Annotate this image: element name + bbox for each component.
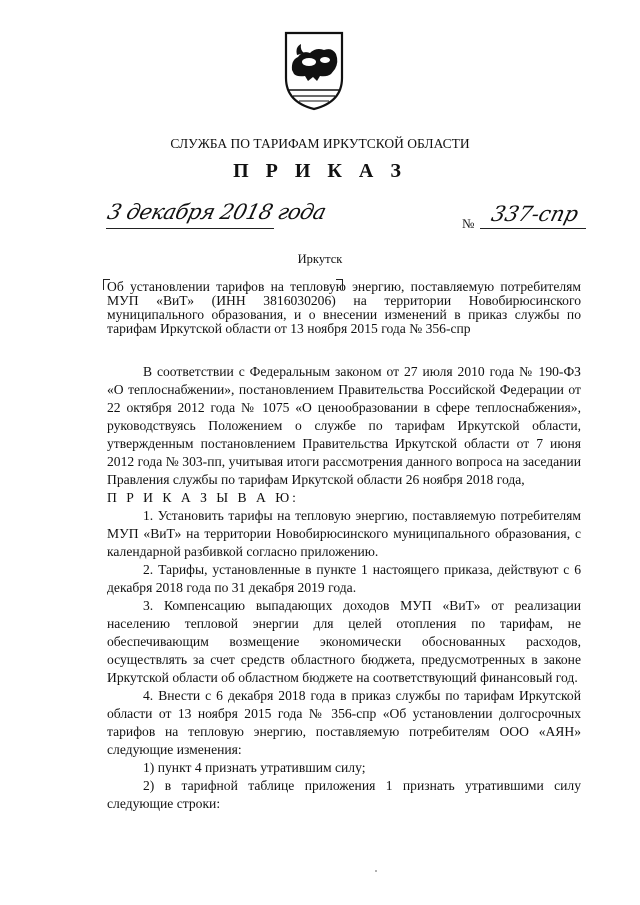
handwritten-number: 337-спр (489, 202, 581, 226)
item-2-paragraph: 2. Тарифы, установленные в пункте 1 настоящего приказа, действуют с 6 декабря 2018 года по 31 декабря 2019 года. (107, 562, 581, 595)
document-subject: Об установлении тарифов на тепловую энергию, поставляемую потребителям МУП «ВиТ» (ИНН 3816030206) на территории Новобирюсинского муниципального образования, и о внесении изменений в приказ службы по тарифам Иркутской области от 13 ноября 2015 года № 356-спр (107, 279, 581, 336)
number-underline (480, 228, 586, 229)
document-body (107, 363, 581, 813)
item-4-paragraph: 4. Внести с 6 декабря 2018 года в приказ службы по тарифам Иркутской области от 13 ноября 2015 года № 356-спр «Об установлении долгосрочных тарифов на тепловую энергию, поставляемую потребителям ООО «АЯН» следующие изменения: (107, 688, 581, 757)
scan-speck (375, 870, 377, 872)
order-heading: П Р И К А З Ы В А Ю: (107, 490, 299, 505)
item-1-paragraph: 1. Установить тарифы на тепловую энергию, поставляемую потребителям МУП «ВиТ» на территории Новобирюсинского муниципального образования, с календарной разбивкой согласно приложению. (107, 508, 581, 559)
irkutsk-babr-emblem-icon (283, 30, 345, 112)
subitem-1-paragraph: 1) пункт 4 признать утратившим силу; (143, 760, 366, 775)
subitem-2-paragraph: 2) в тарифной таблице приложения 1 признать утратившими силу следующие строки: (107, 778, 581, 811)
city-name: Иркутск (297, 252, 343, 266)
date-underline (106, 228, 274, 229)
handwritten-date: 3 декабря 2018 года (105, 200, 329, 224)
item-3-paragraph: 3. Компенсацию выпадающих доходов МУП «ВиТ» от реализации населению тепловой энергии для целей отопления по тарифам, не обеспечивающим возмещение экономически обоснованных расходов, осуществлять за счет средств областного бюджета, предусмотренных в законе Иркутской области об областном бюджете на соответствующий финансовый год. (107, 598, 581, 685)
document-type-title: П Р И К А З (233, 160, 407, 182)
preamble-paragraph: В соответствии с Федеральным законом от 27 июля 2010 года № 190-ФЗ «О теплоснабжении», постановлением Правительства Российской Федерации от 22 октября 2012 года № 1075 «О ценообразовании в сфере теплоснабжения», руководствуясь Положением о службе по тарифам Иркутской области, утвержденным постановлением Правительства Иркутской области от 7 июня 2012 года № 303-пп, учитывая итоги рассмотрения данного вопроса на заседании Правления службы по тарифам Иркутской области 26 ноября 2018 года, (107, 364, 581, 487)
number-sign: № (462, 216, 475, 231)
agency-name: СЛУЖБА ПО ТАРИФАМ ИРКУТСКОЙ ОБЛАСТИ (170, 136, 470, 151)
